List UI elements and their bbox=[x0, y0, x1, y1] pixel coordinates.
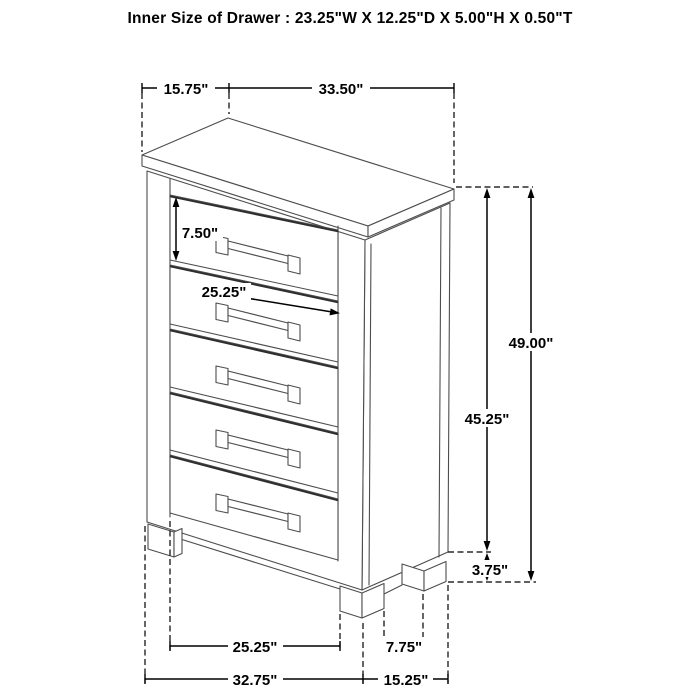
dim-label-overall-height: 49.00" bbox=[508, 335, 554, 352]
arrow-up-icon bbox=[484, 188, 491, 198]
top-dimension bbox=[142, 79, 454, 98]
chest-drawing bbox=[142, 118, 454, 618]
dim-label-drawer-height: 7.50" bbox=[181, 225, 219, 242]
arrow-down-icon bbox=[528, 571, 535, 581]
diagram-title: Inner Size of Drawer : 23.25"W X 12.25"D X 5.00"H X 0.50"T bbox=[127, 10, 573, 27]
leg-height-dimension bbox=[466, 553, 514, 581]
base-dimension bbox=[145, 670, 448, 689]
back-right-leg bbox=[402, 562, 446, 592]
body-height-dimension bbox=[460, 188, 515, 551]
right-extension-lines bbox=[448, 187, 536, 582]
leg-spacing-dimension bbox=[170, 637, 427, 656]
dim-label-drawer-width: 25.25" bbox=[201, 284, 247, 301]
overall-height-dimension bbox=[504, 188, 559, 581]
dim-label-top-width: 33.50" bbox=[318, 81, 364, 98]
dim-label-front-leg-spacing: 25.25" bbox=[232, 639, 278, 656]
dim-label-body-height: 45.25" bbox=[464, 411, 510, 428]
chest-side-panel bbox=[362, 203, 450, 590]
dim-label-base-depth: 15.25" bbox=[383, 672, 429, 689]
dim-label-leg-height: 3.75" bbox=[471, 562, 509, 579]
dim-label-base-width: 32.75" bbox=[232, 672, 278, 689]
dim-label-top-depth: 15.75" bbox=[163, 81, 209, 98]
dim-label-side-leg-spacing: 7.75" bbox=[385, 639, 423, 656]
arrow-up-icon bbox=[528, 188, 535, 198]
arrow-down-icon bbox=[484, 541, 491, 551]
